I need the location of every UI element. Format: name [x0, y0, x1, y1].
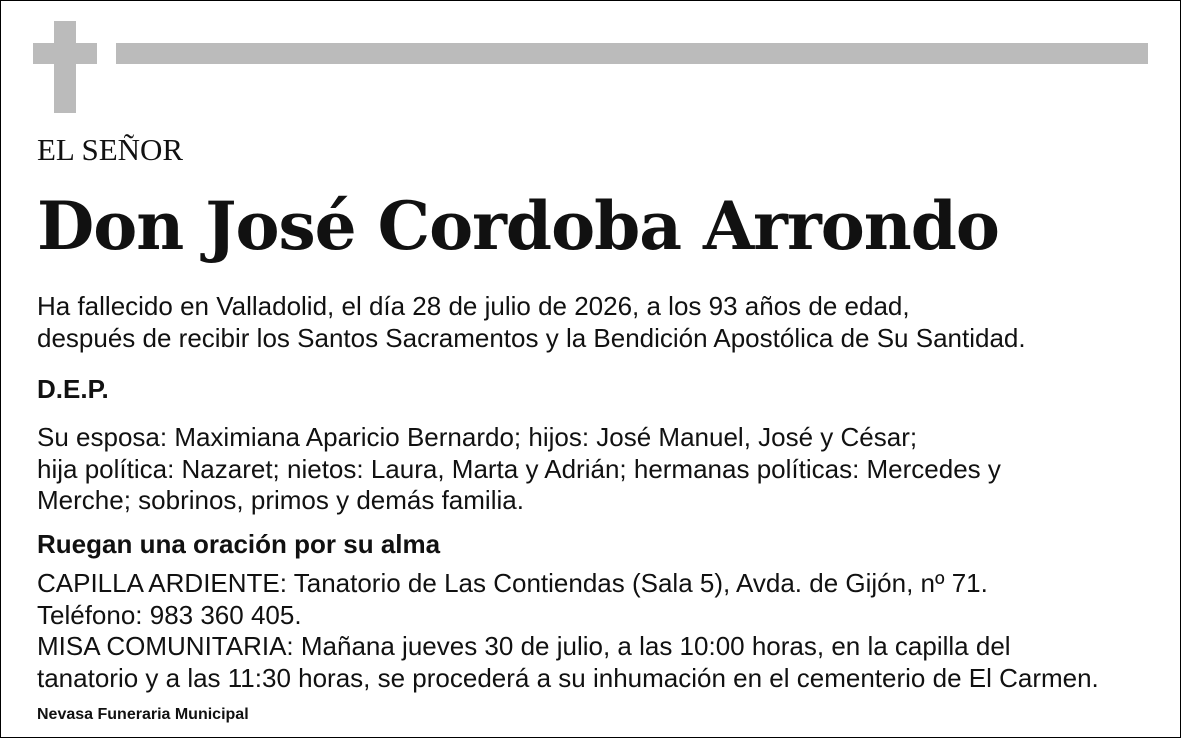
service-details	[37, 568, 1099, 694]
service-line: Teléfono: 983 360 405.	[37, 599, 302, 630]
family-line: hija política: Nazaret; nietos: Laura, Marta y Adrián; hermanas políticas: Mercedes y	[37, 453, 1001, 484]
funeral-home-name: Nevasa Funeraria Municipal	[37, 706, 249, 723]
death-announcement	[37, 291, 1026, 354]
family-line: Merche; sobrinos, primos y demás familia.	[37, 485, 524, 515]
prayer-request: Ruegan una oración por su alma	[37, 529, 441, 559]
family-list	[37, 422, 1001, 517]
header-rule	[116, 43, 1148, 64]
deceased-name: Don José Cordoba Arrondo	[37, 187, 999, 265]
death-line: Ha fallecido en Valladolid, el día 28 de julio de 2026, a los 93 años de edad,	[37, 291, 910, 321]
death-line: después de recibir los Santos Sacramentos y la Bendición Apostólica de Su Santidad.	[37, 322, 1026, 353]
rip-label: D.E.P.	[37, 374, 109, 404]
family-line: Su esposa: Maximiana Aparicio Bernardo; hijos: José Manuel, José y César;	[37, 422, 918, 452]
service-line: tanatorio y a las 11:30 horas, se procederá a su inhumación en el cementerio de El Carmen.	[37, 662, 1099, 693]
cross-icon	[54, 21, 76, 113]
title-prefix: EL SEÑOR	[37, 132, 184, 167]
cross-icon-arm	[33, 43, 97, 64]
service-line: CAPILLA ARDIENTE: Tanatorio de Las Contiendas (Sala 5), Avda. de Gijón, nº 71.	[37, 568, 988, 598]
service-line: MISA COMUNITARIA: Mañana jueves 30 de julio, a las 10:00 horas, en la capilla del	[37, 631, 1011, 661]
